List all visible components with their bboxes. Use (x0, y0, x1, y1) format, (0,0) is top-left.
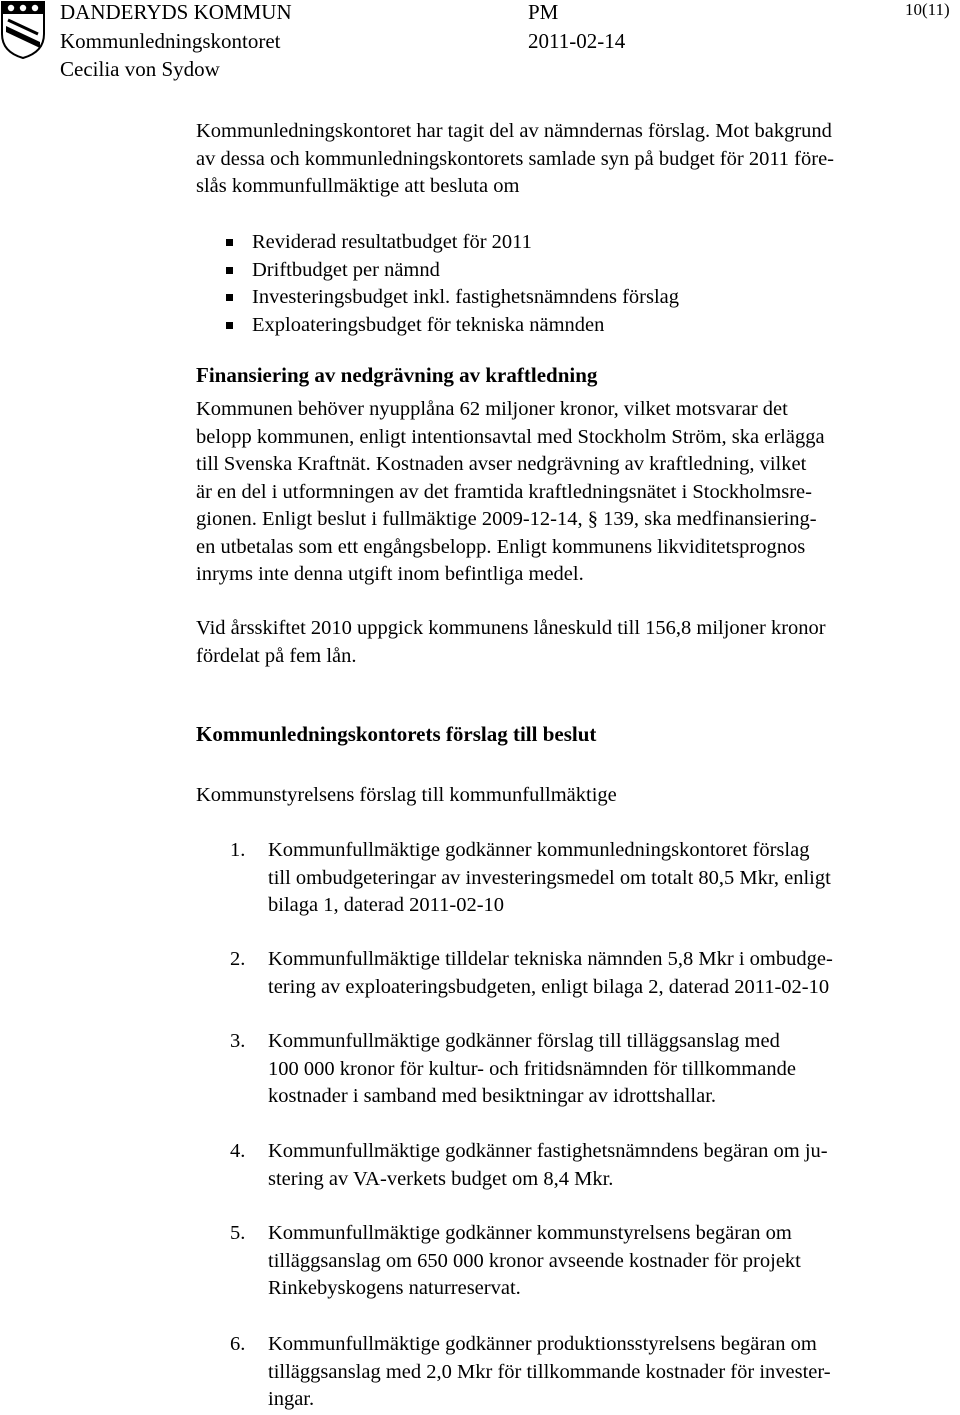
item-line: till ombudgeteringar av investeringsmedel om totalt 80,5 Mkr, enligt (268, 866, 831, 889)
paragraph-line: fördelat på fem lån. (196, 644, 357, 667)
header-date: 2011-02-14 (528, 29, 626, 53)
bullet-square-icon (226, 239, 233, 246)
intro-line: Kommunledningskontoret har tagit del av nämndernas förslag. Mot bakgrund (196, 120, 832, 142)
paragraph-line: belopp kommunen, enligt intentionsavtal med Stockholm Ström, ska erlägga (196, 425, 825, 448)
paragraph-line: Vid årsskiftet 2010 uppgick kommunens låneskuld till 156,8 miljoner kronor (196, 617, 826, 639)
bullet-item (226, 312, 679, 340)
item-number: 6. (230, 1333, 246, 1355)
item-number: 3. (230, 1030, 246, 1052)
item-line: tering av exploateringsbudgeten, enligt bilaga 2, daterad 2011-02-10 (268, 975, 830, 998)
proposal-subheading: Kommunstyrelsens förslag till kommunfullmäktige (196, 784, 617, 806)
intro-line: av dessa och kommunledningskontorets samlade syn på budget för 2011 före- (196, 147, 835, 170)
item-line: bilaga 1, daterad 2011-02-10 (268, 894, 505, 916)
item-line: Kommunfullmäktige godkänner kommunstyrelsens begäran om (268, 1222, 792, 1244)
bullet-text: Investeringsbudget inkl. fastighetsnämndens förslag (252, 286, 679, 308)
proposal-item (230, 837, 950, 920)
proposal-item (230, 1331, 950, 1414)
financing-paragraph (196, 396, 936, 589)
item-line: Kommunfullmäktige tilldelar tekniska nämnden 5,8 Mkr i ombudge- (268, 948, 833, 970)
proposal-item (230, 946, 950, 1001)
item-number: 5. (230, 1222, 246, 1244)
municipality-crest-logo (0, 0, 46, 60)
item-line: ingar. (268, 1388, 315, 1410)
item-number: 2. (230, 948, 246, 970)
bullet-item (226, 229, 679, 257)
item-line: Kommunfullmäktige godkänner förslag till tilläggsanslag med (268, 1030, 780, 1052)
item-line: Rinkebyskogens naturreservat. (268, 1277, 521, 1299)
bullet-text: Exploateringsbudget för tekniska nämnden (252, 313, 605, 336)
item-line: stering av VA-verkets budget om 8,4 Mkr. (268, 1167, 614, 1190)
item-line: Kommunfullmäktige godkänner kommunledningskontoret förslag (268, 839, 810, 861)
header-department: Kommunledningskontoret (60, 29, 281, 53)
intro-line: slås kommunfullmäktige att besluta om (196, 175, 520, 197)
bullet-square-icon (226, 294, 233, 301)
paragraph-line: en utbetalas som ett engångsbelopp. Enligt kommunens likviditetsprognos (196, 535, 806, 558)
proposal-item (230, 1138, 950, 1193)
paragraph-line: gionen. Enligt beslut i fullmäktige 2009-12-14, § 139, ska medfinansiering- (196, 508, 817, 530)
section-heading-proposal: Kommunledningskontorets förslag till beslut (196, 722, 597, 746)
item-number: 1. (230, 839, 246, 861)
section-heading-financing: Finansiering av nedgrävning av kraftledning (196, 363, 598, 387)
header-doc-type: PM (528, 0, 559, 24)
paragraph-line: till Svenska Kraftnät. Kostnaden avser nedgrävning av kraftledning, vilket (196, 453, 807, 475)
header-author: Cecilia von Sydow (60, 57, 220, 81)
item-number: 4. (230, 1140, 246, 1162)
debt-paragraph (196, 615, 936, 670)
bullet-text: Driftbudget per nämnd (252, 258, 440, 281)
header-page-number: 10(11) (905, 0, 950, 19)
bullet-item (226, 257, 679, 285)
paragraph-line: Kommunen behöver nyupplåna 62 miljoner kronor, vilket motsvarar det (196, 398, 788, 420)
item-line: Kommunfullmäktige godkänner fastighetsnämndens begäran om ju- (268, 1140, 828, 1162)
proposal-item (230, 1220, 950, 1303)
item-line: tilläggsanslag om 650 000 kronor avseende kostnader för projekt (268, 1249, 801, 1272)
intro-paragraph (196, 118, 936, 201)
item-line: 100 000 kronor för kultur- och fritidsnämnden för tillkommande (268, 1057, 796, 1080)
paragraph-line: inryms inte denna utgift inom befintliga medel. (196, 563, 584, 585)
item-line: tilläggsanslag med 2,0 Mkr för tillkommande kostnader för invester- (268, 1360, 831, 1383)
paragraph-line: är en del i utformningen av det framtida kraftledningsnätet i Stockholmsre- (196, 480, 812, 503)
item-line: kostnader i samband med besiktningar av idrottshallar. (268, 1085, 717, 1107)
proposal-item (230, 1028, 950, 1111)
item-line: Kommunfullmäktige godkänner produktionsstyrelsens begäran om (268, 1333, 817, 1355)
bullet-square-icon (226, 322, 233, 329)
bullet-text: Reviderad resultatbudget för 2011 (252, 231, 532, 253)
header-org: DANDERYDS KOMMUN (60, 0, 292, 24)
bullet-square-icon (226, 267, 233, 274)
bullet-list (226, 229, 679, 339)
bullet-item (226, 284, 679, 312)
